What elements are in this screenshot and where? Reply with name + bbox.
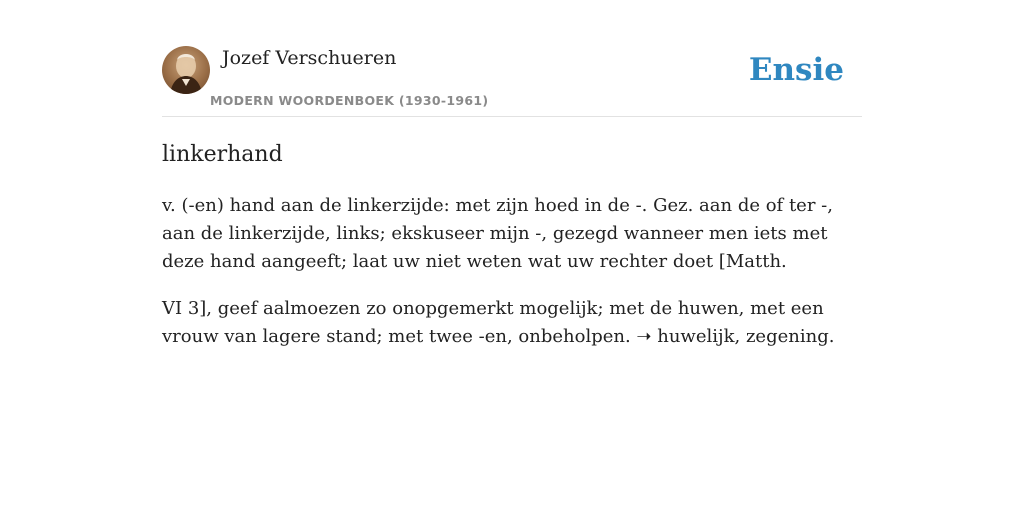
author-name[interactable]: Jozef Verschueren	[222, 47, 397, 69]
definition	[162, 192, 862, 370]
sentence-end: .	[828, 326, 835, 347]
header	[162, 46, 862, 117]
source-dictionary[interactable]: MODERN WOORDENBOEK (1930-1961)	[210, 93, 489, 108]
definition-paragraph	[162, 295, 862, 351]
brand-logo[interactable]: Ensie	[748, 52, 844, 88]
xref-link-zegening[interactable]: zegening	[745, 326, 829, 347]
definition-text: VI 3], geef aalmoezen zo onopgemerkt mogelijk; met de huwen, met een vrouw van lagere stand; met twee -en, onbeholpen.	[162, 298, 824, 347]
entry-term: linkerhand	[162, 142, 283, 167]
arrow-right-icon: ➝	[636, 326, 652, 347]
author-portrait-icon	[162, 46, 210, 94]
xref-link-huwelijk[interactable]: huwelijk	[657, 326, 735, 347]
xref-separator: ,	[734, 326, 746, 347]
author-avatar[interactable]	[162, 46, 210, 94]
definition-paragraph: v. (-en) hand aan de linkerzijde: met zijn hoed in de -. Gez. aan de of ter -, aan de linkerzijde, links; ekskuseer mijn -, gezegd wanneer men iets met deze hand aangeeft; laat uw niet weten wat uw rechter doet [Matth.	[162, 195, 833, 272]
